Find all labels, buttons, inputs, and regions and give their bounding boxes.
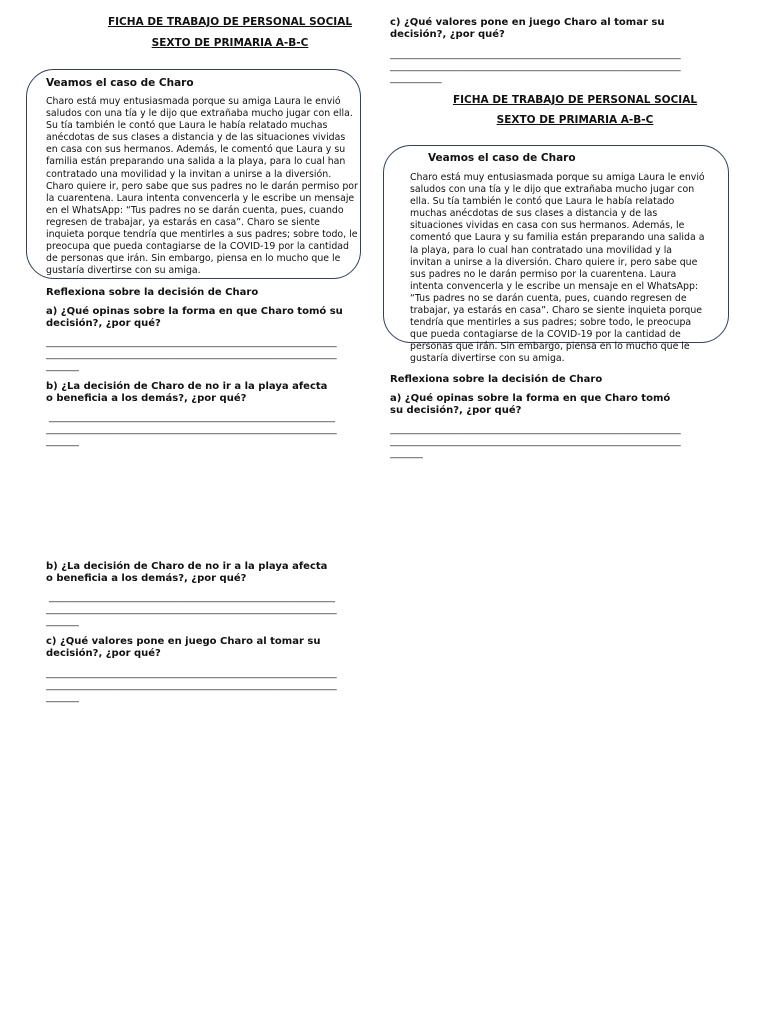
left-question-b: b) ¿La decisión de Charo de no ir a la playa afecta o beneficia a los demás?, ¿por qué?: [46, 381, 328, 405]
left-worksheet-title: FICHA DE TRABAJO DE PERSONAL SOCIAL: [107, 16, 353, 28]
right-reflect-heading: Reflexiona sobre la decisión de Charo: [390, 374, 603, 385]
left-answer-a-lines[interactable]: ______________________________________________________________ ______________________________________________________________ _______: [46, 337, 337, 373]
left-answer-c-lines[interactable]: ______________________________________________________________ ______________________________________________________________ _______: [46, 668, 337, 704]
left-question-b-repeat: b) ¿La decisión de Charo de no ir a la playa afecta o beneficia a los demás?, ¿por qué?: [46, 561, 328, 585]
right-case-title: Veamos el caso de Charo: [428, 152, 576, 164]
right-column: [390, 0, 720, 1024]
right-grade-title: SEXTO DE PRIMARIA A-B-C: [496, 114, 654, 126]
right-question-a: a) ¿Qué opinas sobre la forma en que Charo tomó su decisión?, ¿por qué?: [390, 393, 671, 417]
left-answer-b-lines[interactable]: _____________________________________________________________ ______________________________________________________________ _______: [46, 412, 337, 448]
left-case-title: Veamos el caso de Charo: [46, 77, 194, 89]
left-grade-title: SEXTO DE PRIMARIA A-B-C: [151, 37, 309, 49]
right-worksheet-title: FICHA DE TRABAJO DE PERSONAL SOCIAL: [452, 94, 698, 106]
left-question-c: c) ¿Qué valores pone en juego Charo al tomar su decisión?, ¿por qué?: [46, 636, 321, 660]
right-answer-a-lines[interactable]: ______________________________________________________________ ______________________________________________________________ _______: [390, 424, 681, 460]
left-column: [40, 0, 360, 1024]
left-reflect-heading: Reflexiona sobre la decisión de Charo: [46, 287, 259, 298]
right-case-text: Charo está muy entusiasmada porque su amiga Laura le envió saludos con una tía y le dijo que extrañaba mucho jugar con ella. Su tía también le contó que Laura le había relatado muchas anécdotas de sus clases a distancia y de las situaciones vividas en casa con sus hermanos. Además, le comentó que Laura y su familia están preparando una salida a la playa, para lo cual han contratado una movilidad y la invitan a unirse a la diversión. Charo quiere ir, pero sabe que sus padres no le darán permiso por la cuarentena. Laura intenta convencerla y le escribe un mensaje en el WhatsApp: “Tus padres no se darán cuenta, pues, cuando regresen de trabajar, ya estarás en casa”. Charo se siente inquieta porque tendría que mentirles a sus padres; sobre todo, le preocupa que pueda contagiarse de la COVID-19 por la cantidad de personas que irán. Sin embargo, piensa en lo mucho que le gustaría divertirse con su amiga.: [410, 172, 705, 365]
left-case-text: Charo está muy entusiasmada porque su amiga Laura le envió saludos con una tía y le dijo que extrañaba mucho jugar con ella. Su tía también le contó que Laura le había relatado muchas anécdotas de sus clases a distancia y de las situaciones vividas en casa con sus hermanos. Además, le comentó que Laura y su familia están preparando una salida a la playa, para lo cual han contratado una movilidad y la invitan a unirse a la diversión. Charo quiere ir, pero sabe que sus padres no le darán permiso por la cuarentena. Laura intenta convencerla y le escribe un mensaje en el WhatsApp: “Tus padres no se darán cuenta, pues, cuando regresen de trabajar, ya estarás en casa”. Charo se siente inquieta porque tendría que mentirles a sus padres; sobre todo, le preocupa que pueda contagiarse de la COVID-19 por la cantidad de personas que irán. Sin embargo, piensa en lo mucho que le gustaría divertirse con su amiga.: [46, 96, 358, 277]
left-answer-b-repeat-lines[interactable]: _____________________________________________________________ ______________________________________________________________ _______: [46, 592, 337, 628]
right-answer-c-lines[interactable]: ______________________________________________________________ ______________________________________________________________ ___________: [390, 49, 681, 85]
left-question-a: a) ¿Qué opinas sobre la forma en que Charo tomó su decisión?, ¿por qué?: [46, 306, 343, 330]
right-question-c: c) ¿Qué valores pone en juego Charo al tomar su decisión?, ¿por qué?: [390, 17, 665, 41]
